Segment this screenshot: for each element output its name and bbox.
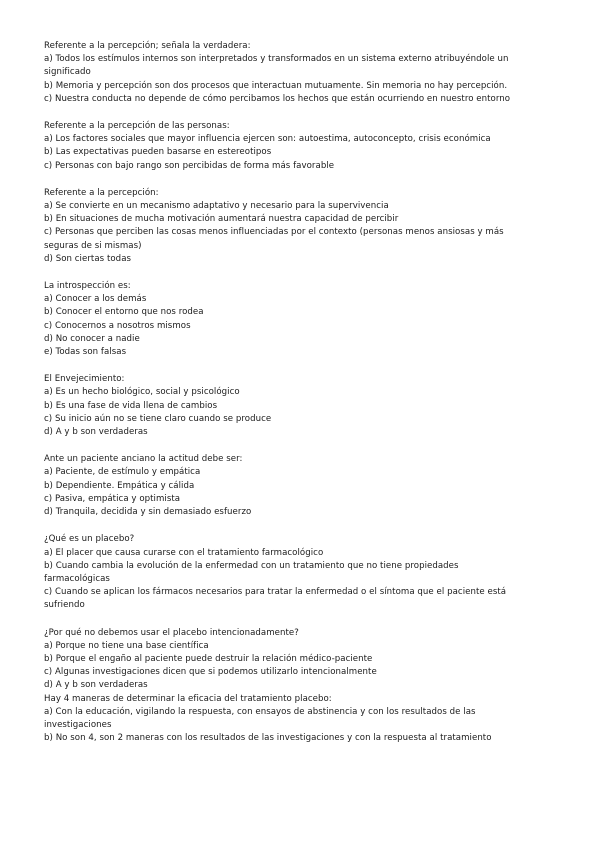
answer-option: a) Los factores sociales que mayor influencia ejercen son: autoestima, autoconcepto, crisis económica <box>44 134 491 145</box>
answer-option: b) Las expectativas pueden basarse en estereotipos <box>44 147 272 158</box>
question-text: ¿Por qué no debemos usar el placebo intencionadamente? <box>44 627 299 638</box>
answer-option: a) Es un hecho biológico, social y psicológico <box>44 387 240 398</box>
answer-option: b) Dependiente. Empática y cálida <box>44 480 195 491</box>
answer-option: a) Paciente, de estímulo y empática <box>44 467 201 478</box>
question-block <box>44 40 560 106</box>
question-text: Ante un paciente anciano la actitud debe ser: <box>44 454 243 465</box>
question-block <box>44 627 560 746</box>
question-block <box>44 453 560 519</box>
answer-option: b) Conocer el entorno que nos rodea <box>44 307 204 318</box>
question-block <box>44 280 560 359</box>
answer-option: c) Nuestra conducta no depende de cómo percibamos los hechos que están ocurriendo en nuestro entorno <box>44 93 511 104</box>
question-block <box>44 187 560 266</box>
question-block <box>44 120 560 173</box>
answer-option: d) Tranquila, decidida y sin demasiado esfuerzo <box>44 507 252 518</box>
answer-option: d) A y b son verdaderas <box>44 680 148 691</box>
answer-option: Hay 4 maneras de determinar la eficacia del tratamiento placebo: <box>44 693 332 704</box>
question-text: La introspección es: <box>44 281 131 292</box>
answer-option: b) Cuando cambia la evolución de la enfermedad con un tratamiento que no tiene propiedades farmacológicas <box>44 560 459 584</box>
answer-option: c) Cuando se aplican los fármacos necesarios para tratar la enfermedad o el síntoma que el paciente está sufriendo <box>44 587 507 611</box>
question-text: Referente a la percepción: <box>44 187 159 198</box>
answer-option: a) Todos los estímulos internos son interpretados y transformados en un sistema externo atribuyéndole un significado <box>44 54 509 78</box>
answer-option: c) Personas que perciben las cosas menos influenciadas por el contexto (personas menos ansiosas y más seguras de si mismas) <box>44 227 504 251</box>
answer-option: e) Todas son falsas <box>44 347 127 358</box>
question-text: ¿Qué es un placebo? <box>44 534 135 545</box>
answer-option: a) Conocer a los demás <box>44 294 147 305</box>
answer-option: c) Personas con bajo rango son percibidas de forma más favorable <box>44 160 335 171</box>
answer-option: a) Con la educación, vigilando la respuesta, con ensayos de abstinencia y con los resultados de las investigaciones <box>44 706 476 730</box>
answer-option: d) No conocer a nadie <box>44 333 140 344</box>
question-text: El Envejecimiento: <box>44 374 125 385</box>
answer-option: a) Porque no tiene una base científica <box>44 640 209 651</box>
answer-option: b) Memoria y percepción son dos procesos que interactuan mutuamente. Sin memoria no hay percepción. <box>44 80 508 91</box>
answer-option: b) No son 4, son 2 maneras con los resultados de las investigaciones y con la respuesta al tratamiento <box>44 733 492 744</box>
answer-option: b) Es una fase de vida llena de cambios <box>44 400 218 411</box>
question-block <box>44 373 560 439</box>
answer-option: d) Son ciertas todas <box>44 253 132 264</box>
answer-option: d) A y b son verdaderas <box>44 427 148 438</box>
answer-option: a) Se convierte en un mecanismo adaptativo y necesario para la supervivencia <box>44 201 389 212</box>
answer-option: c) Su inicio aún no se tiene claro cuando se produce <box>44 413 272 424</box>
answer-option: b) Porque el engaño al paciente puede destruir la relación médico-paciente <box>44 653 373 664</box>
answer-option: c) Algunas investigaciones dicen que si podemos utilizarlo intencionalmente <box>44 667 377 678</box>
question-text: Referente a la percepción de las personas: <box>44 121 230 132</box>
answer-option: a) El placer que causa curarse con el tratamiento farmacológico <box>44 547 324 558</box>
question-text: Referente a la percepción; señala la verdadera: <box>44 41 251 51</box>
answer-option: c) Pasiva, empática y optimista <box>44 493 181 504</box>
answer-option: c) Conocernos a nosotros mismos <box>44 320 191 331</box>
question-block <box>44 533 560 612</box>
answer-option: b) En situaciones de mucha motivación aumentará nuestra capacidad de percibir <box>44 214 399 225</box>
